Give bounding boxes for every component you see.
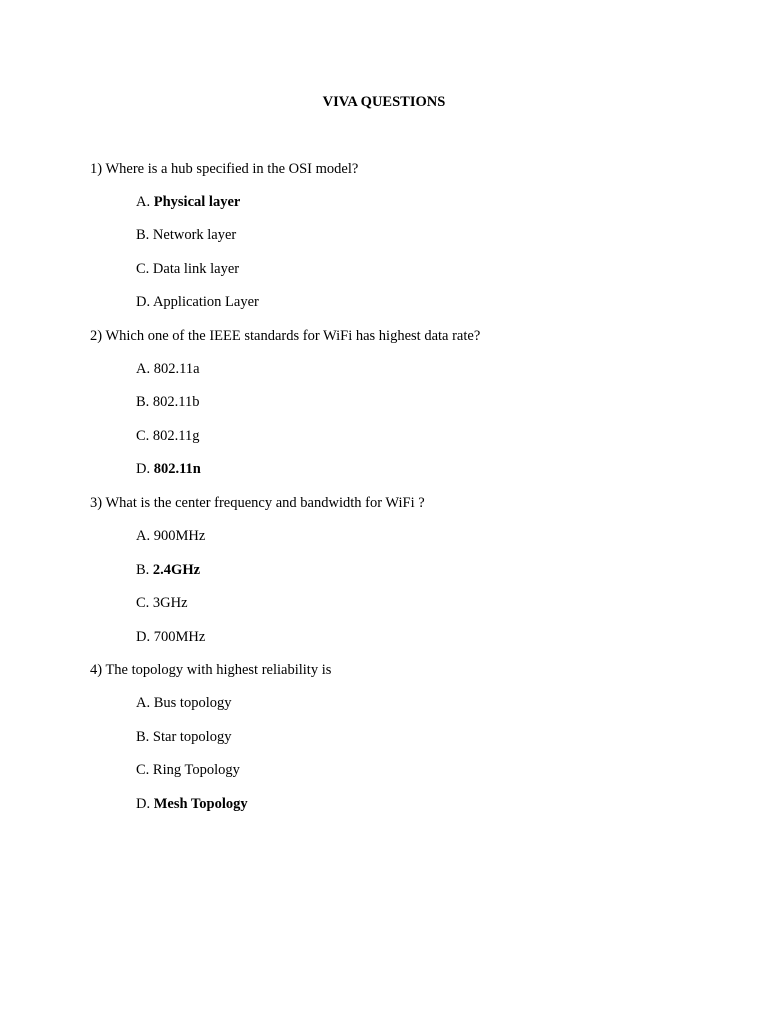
option-text: Ring Topology: [152, 762, 240, 778]
option-3d: [136, 628, 205, 646]
option-letter: B.: [136, 227, 150, 243]
option-4d: [136, 795, 248, 813]
option-letter: B.: [136, 729, 150, 745]
option-text-correct: 2.4GHz: [152, 562, 201, 578]
option-text: 900MHz: [153, 528, 206, 544]
option-letter: A.: [136, 528, 151, 544]
option-text: 802.11g: [152, 428, 200, 444]
option-4c: [136, 761, 240, 779]
option-text: Bus topology: [153, 695, 232, 711]
option-text: Application Layer: [152, 294, 259, 310]
option-letter: D.: [136, 461, 151, 477]
option-letter: D.: [136, 629, 151, 645]
option-2d: [136, 460, 201, 478]
option-1a: [136, 193, 240, 211]
option-text: Star topology: [152, 729, 232, 745]
option-letter: A.: [136, 695, 151, 711]
option-2b: [136, 393, 200, 411]
option-2a: [136, 360, 200, 378]
option-letter: C.: [136, 762, 150, 778]
option-3b: [136, 561, 200, 579]
option-text-correct: Physical layer: [153, 194, 241, 210]
option-letter: A.: [136, 194, 151, 210]
option-letter: C.: [136, 261, 150, 277]
question-3: 3) What is the center frequency and bandwidth for WiFi ?: [90, 495, 425, 511]
option-letter: B.: [136, 562, 150, 578]
option-text: 700MHz: [153, 629, 206, 645]
option-text-correct: Mesh Topology: [153, 796, 248, 812]
option-text: 802.11a: [153, 361, 200, 377]
option-1b: [136, 226, 236, 244]
option-text: Network layer: [152, 227, 237, 243]
option-letter: C.: [136, 595, 150, 611]
option-2c: [136, 427, 200, 445]
question-2: 2) Which one of the IEEE standards for WiFi has highest data rate?: [90, 328, 481, 344]
option-4b: [136, 728, 231, 746]
option-text: Data link layer: [152, 261, 240, 277]
option-text: 3GHz: [152, 595, 188, 611]
option-letter: A.: [136, 361, 151, 377]
option-text: 802.11b: [152, 394, 200, 410]
option-1c: [136, 260, 239, 278]
option-letter: D.: [136, 796, 151, 812]
option-letter: B.: [136, 394, 150, 410]
option-4a: [136, 694, 231, 712]
question-1: 1) Where is a hub specified in the OSI model?: [90, 161, 359, 177]
option-text-correct: 802.11n: [153, 461, 201, 477]
option-3a: [136, 527, 205, 545]
option-3c: [136, 594, 188, 612]
option-1d: [136, 293, 259, 311]
page-title: VIVA QUESTIONS: [322, 94, 446, 110]
option-letter: D.: [136, 294, 151, 310]
option-letter: C.: [136, 428, 150, 444]
question-4: 4) The topology with highest reliability is: [90, 662, 332, 678]
